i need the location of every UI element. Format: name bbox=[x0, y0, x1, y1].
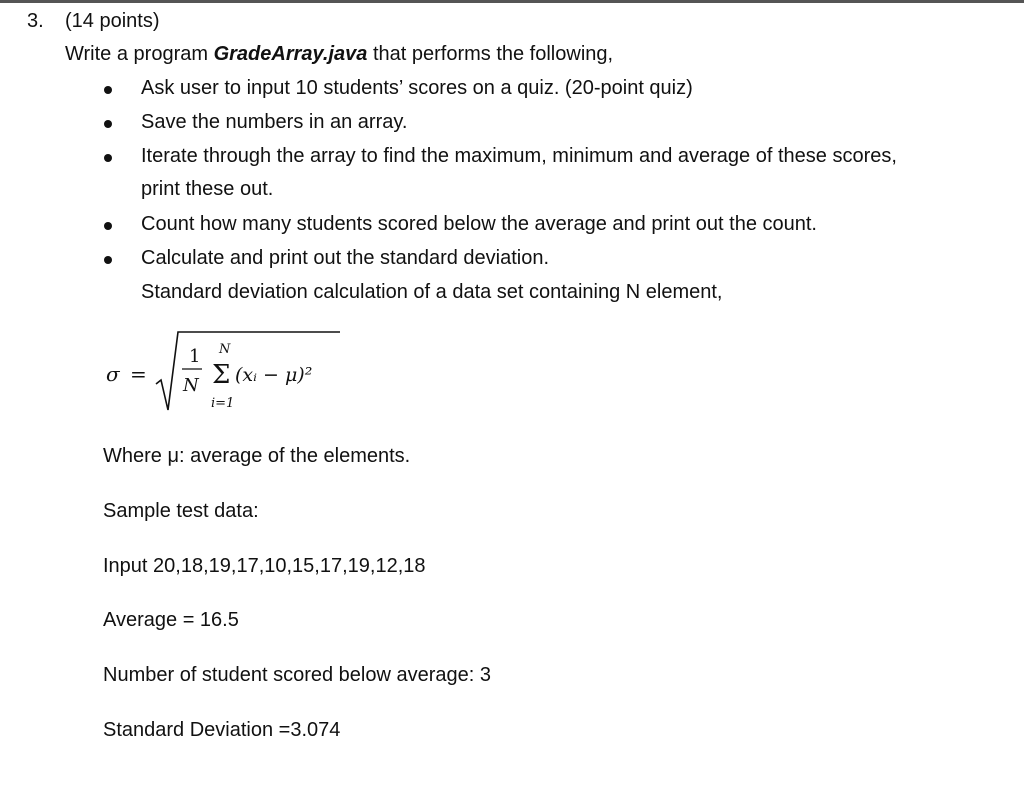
bullet-item: Count how many students scored below the average and print out the count. bbox=[141, 213, 817, 235]
sample-below-average: Number of student scored below average: 3 bbox=[103, 664, 491, 686]
bullet-dot-icon bbox=[104, 154, 112, 162]
bullet-item: Iterate through the array to find the maximum, minimum and average of these scores, bbox=[141, 145, 897, 167]
formula-denominator: N bbox=[183, 375, 199, 396]
question-intro bbox=[65, 42, 613, 66]
sample-std-dev: Standard Deviation =3.074 bbox=[103, 719, 341, 741]
program-name: GradeArray.java bbox=[213, 43, 368, 65]
formula-sigma: σ bbox=[106, 362, 120, 386]
intro-prefix: Write a program bbox=[65, 43, 214, 65]
formula-body: (xᵢ − μ)² bbox=[235, 364, 313, 386]
std-dev-formula bbox=[100, 326, 360, 416]
bullet-item: Save the numbers in an array. bbox=[141, 111, 408, 133]
std-dev-intro: Standard deviation calculation of a data set containing N element, bbox=[141, 281, 723, 303]
sample-average: Average = 16.5 bbox=[103, 609, 239, 631]
question-points: (14 points) bbox=[65, 10, 160, 32]
bullet-dot-icon bbox=[104, 256, 112, 264]
top-rule bbox=[0, 0, 1024, 3]
where-text: Where μ: average of the elements. bbox=[103, 445, 411, 467]
intro-suffix: that performs the following, bbox=[367, 43, 614, 65]
bullet-item: Calculate and print out the standard deviation. bbox=[141, 247, 550, 269]
bullet-dot-icon bbox=[104, 86, 112, 94]
bullet-item: Ask user to input 10 students’ scores on a quiz. (20-point quiz) bbox=[141, 77, 693, 99]
bullet-dot-icon bbox=[104, 222, 112, 230]
sample-label: Sample test data: bbox=[103, 500, 259, 522]
formula-sum-symbol: Σ bbox=[212, 360, 231, 390]
formula-numerator: 1 bbox=[189, 346, 201, 367]
formula-sum-upper: N bbox=[219, 342, 231, 357]
sample-input: Input 20,18,19,17,10,15,17,19,12,18 bbox=[103, 555, 426, 577]
bullet-dot-icon bbox=[104, 120, 112, 128]
formula-equals: = bbox=[130, 362, 147, 386]
formula-sum-lower: i=1 bbox=[211, 396, 235, 411]
bullet-continuation: print these out. bbox=[141, 178, 274, 200]
question-number: 3. bbox=[27, 10, 44, 32]
